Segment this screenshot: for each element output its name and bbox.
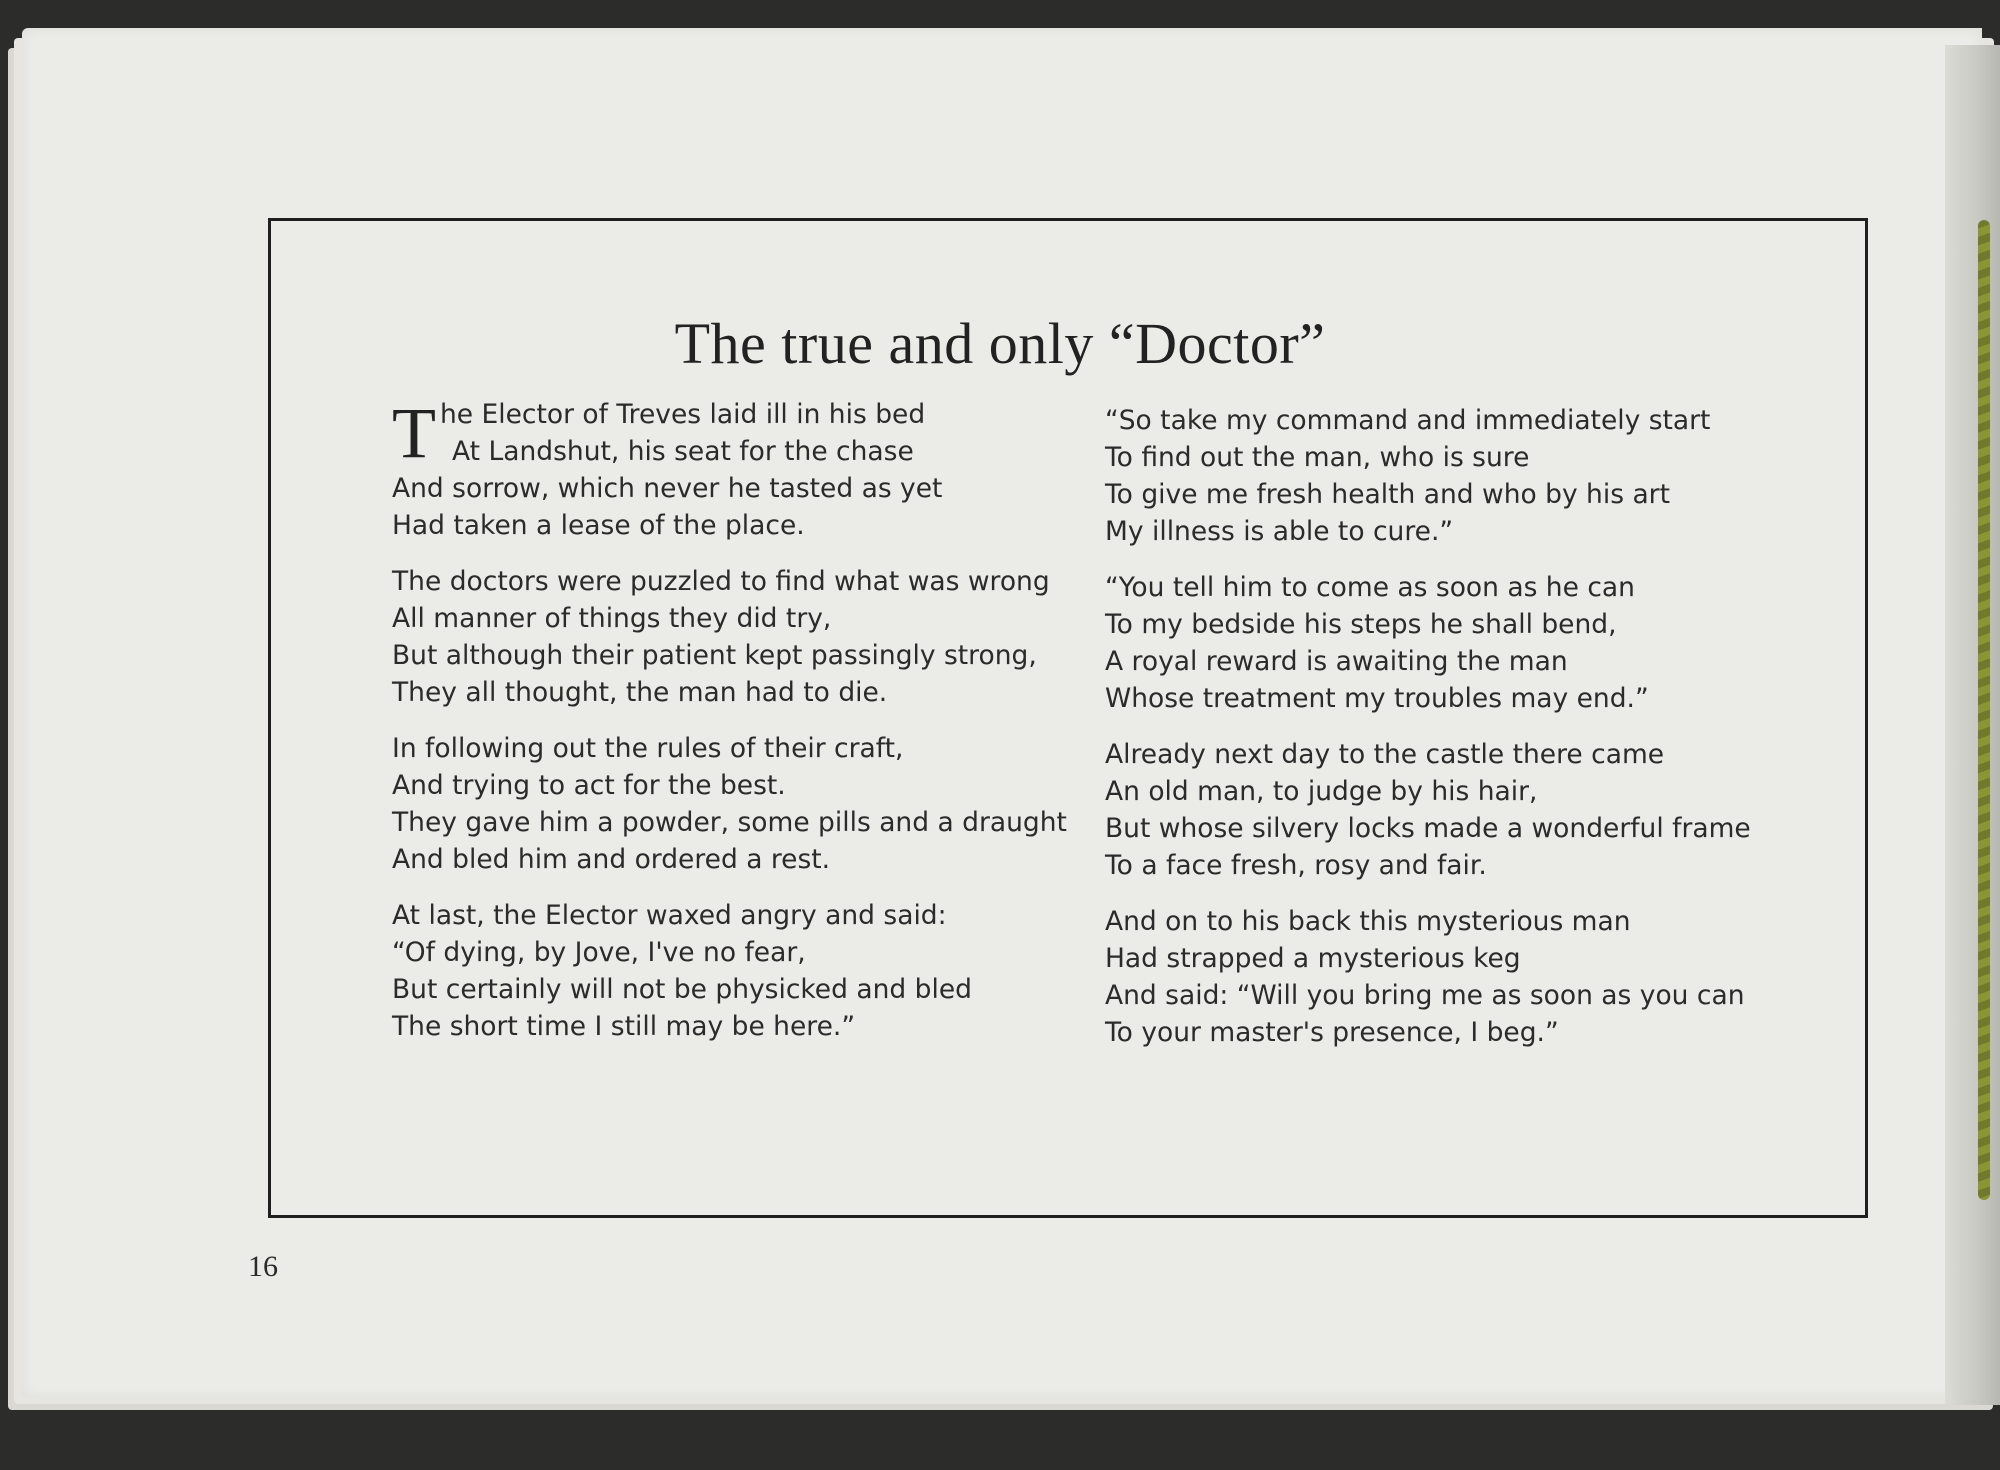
poem-line: Whose treatment my troubles may end.” — [1105, 683, 1649, 714]
poem-title: The true and only “Doctor” — [674, 311, 1326, 376]
stanza — [1105, 569, 1825, 717]
poem-line: The doctors were puzzled to find what was wrong — [392, 566, 1050, 597]
stanza — [392, 393, 1112, 544]
poem-line: To a face fresh, rosy and fair. — [1105, 850, 1487, 881]
poem-line: A royal reward is awaiting the man — [1105, 646, 1568, 677]
poem-line: But whose silvery locks made a wonderful frame — [1105, 813, 1751, 844]
left-column — [392, 393, 1112, 1064]
poem-line: To my bedside his steps he shall bend, — [1105, 609, 1617, 640]
poem-line: And trying to act for the best. — [392, 770, 786, 801]
poem-line: To find out the man, who is sure — [1105, 442, 1530, 473]
poem-line: But certainly will not be physicked and bled — [392, 974, 972, 1005]
stanza — [1105, 903, 1825, 1051]
poem-line: They all thought, the man had to die. — [392, 677, 888, 708]
poem-line: And sorrow, which never he tasted as yet — [392, 473, 943, 504]
poem-line: “You tell him to come as soon as he can — [1105, 572, 1635, 603]
stanza — [1105, 402, 1825, 550]
poem-line: At Landshut, his seat for the chase — [452, 436, 914, 467]
poem-line: Had strapped a mysterious keg — [1105, 943, 1521, 974]
poem-line: Already next day to the castle there came — [1105, 739, 1665, 770]
poem-line: “Of dying, by Jove, I've no fear, — [392, 937, 806, 968]
right-column — [1105, 402, 1825, 1070]
stanza — [392, 730, 1112, 878]
stanza — [392, 563, 1112, 711]
poem-line: “So take my command and immediately start — [1105, 405, 1711, 436]
poem-line: My illness is able to cure.” — [1105, 516, 1454, 547]
poem-line: Had taken a lease of the place. — [392, 510, 805, 541]
facing-page-edge — [1945, 45, 2000, 1405]
poem-line: And on to his back this mysterious man — [1105, 906, 1631, 937]
poem-line: To give me fresh health and who by his art — [1105, 479, 1670, 510]
stanza — [1105, 736, 1825, 884]
poem-line: To your master's presence, I beg.” — [1105, 1017, 1559, 1048]
poem-line: An old man, to judge by his hair, — [1105, 776, 1538, 807]
poem-line: All manner of things they did try, — [392, 603, 832, 634]
poem-line: And said: “Will you bring me as soon as you can — [1105, 980, 1745, 1011]
poem-line: They gave him a powder, some pills and a draught — [392, 807, 1067, 838]
stanza — [392, 897, 1112, 1045]
poem-line: At last, the Elector waxed angry and said: — [392, 900, 947, 931]
drop-cap: T — [392, 393, 436, 473]
poem-line: he Elector of Treves laid ill in his bed — [439, 399, 926, 430]
poem-line: And bled him and ordered a rest. — [392, 844, 831, 875]
poem-line: But although their patient kept passingly strong, — [392, 640, 1037, 671]
poem-line: The short time I still may be here.” — [392, 1011, 856, 1042]
poem-line: In following out the rules of their craft, — [392, 733, 904, 764]
page-number: 16 — [248, 1250, 278, 1283]
